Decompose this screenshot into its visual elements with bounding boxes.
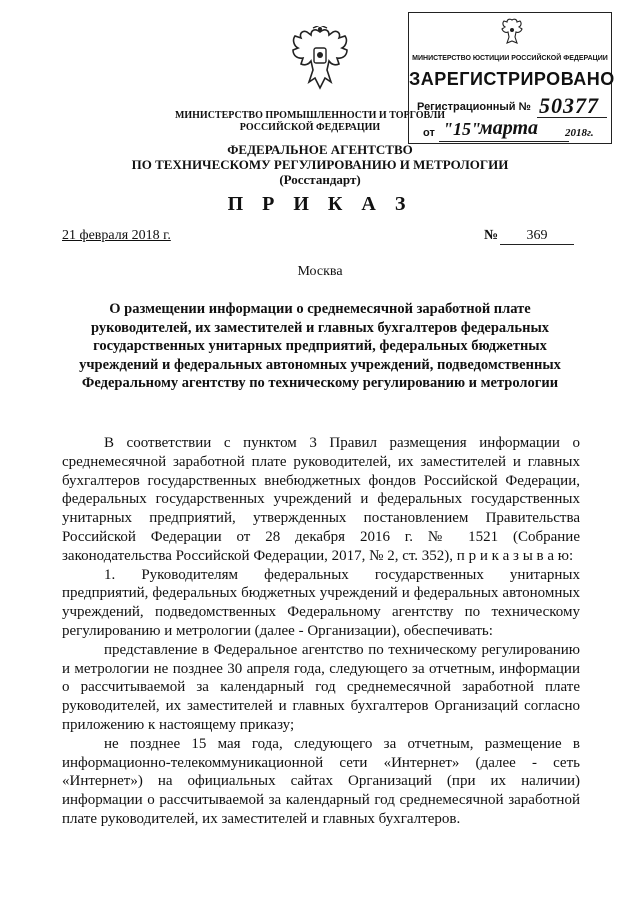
stamp-status: ЗАРЕГИСТРИРОВАНО xyxy=(409,69,615,89)
stamp-day: "15" xyxy=(443,119,481,139)
stamp-emblem-icon xyxy=(499,17,525,49)
stamp-underline xyxy=(537,117,607,118)
body-paragraph: представление в Федеральное агентство по техническому регулированию и метрологии не позднее 30 апреля года, следующего за отчетным, информации о рассчитываемой за календарный год среднемесячной заработной плате руководителей, их заместителей и главных бухгалтеров Организаций согласно приложению к настоящему приказу; xyxy=(62,641,580,733)
agency-line: ФЕДЕРАЛЬНОЕ АГЕНТСТВО xyxy=(227,142,413,157)
agency-name xyxy=(120,142,520,187)
stamp-reg-label: Регистрационный № xyxy=(417,101,531,113)
document-type-title: П Р И К А З xyxy=(227,193,413,215)
stamp-reg-number: 50377 xyxy=(539,93,599,118)
order-body xyxy=(62,434,580,829)
order-subject: О размещении информации о среднемесячной заработной плате руководителей, их заместителей и главных бухгалтеров федеральных государственных унитарных предприятий, федеральных бюджетных учреждений и федеральных автономных учреждений, подведомственных Федеральному агентству по техническому регулированию и метрологии xyxy=(79,301,561,391)
order-date-text: 21 февраля 2018 г. xyxy=(62,228,171,243)
order-number: 369 xyxy=(500,228,574,245)
stamp-month: марта xyxy=(479,117,538,139)
stamp-underline xyxy=(439,141,569,142)
coat-of-arms-icon xyxy=(289,26,351,96)
order-city: Москва xyxy=(297,264,343,279)
stamp-date-prefix: от xyxy=(423,127,435,139)
ministry-line: МИНИСТЕРСТВО ПРОМЫШЛЕННОСТИ И ТОРГОВЛИ xyxy=(174,110,446,121)
agency-short-name: (Росстандарт) xyxy=(279,172,361,187)
body-paragraph: 1. Руководителям федеральных государственных унитарных предприятий, федеральных бюджетных учреждений и федеральных автономных учреждений, подведомственных Федеральному агентству по техническому регулированию и метрологии (далее - Организации), обеспечивать: xyxy=(62,566,580,639)
body-paragraph: В соответствии с пунктом 3 Правил размещения информации о среднемесячной заработной плате руководителей, их заместителей и главных бухгалтеров государственных внебюджетных фондов Российской Федерации, федеральных государственных учреждений и федеральных государственных унитарных предприятий, утвержденных постановлением Правительства Российской Федерации от 28 декабря 2016 г. № 1521 (Собрание законодательства Российской Федерации, 2017, № 2, ст. 352), п р и к а з ы в а ю: xyxy=(62,435,580,564)
stamp-year: 2018г. xyxy=(565,127,594,139)
order-number-label: № xyxy=(484,228,499,243)
ministry-line: РОССИЙСКОЙ ФЕДЕРАЦИИ xyxy=(239,122,381,133)
stamp-ministry: МИНИСТЕРСТВО ЮСТИЦИИ РОССИЙСКОЙ ФЕДЕРАЦИИ xyxy=(412,55,608,62)
registration-stamp xyxy=(408,12,615,144)
body-paragraph: не позднее 15 мая года, следующего за отчетным, размещение в информационно-телекоммуникационной сети «Интернет» (далее - сеть «Интернет») на официальных сайтах Организаций (при их наличии) информации о рассчитываемой за календарный год среднемесячной заработной плате руководителей, их заместителей и главных бухгалтеров. xyxy=(62,735,580,827)
order-date xyxy=(62,228,171,244)
agency-line: ПО ТЕХНИЧЕСКОМУ РЕГУЛИРОВАНИЮ И МЕТРОЛОГИИ xyxy=(131,157,509,172)
